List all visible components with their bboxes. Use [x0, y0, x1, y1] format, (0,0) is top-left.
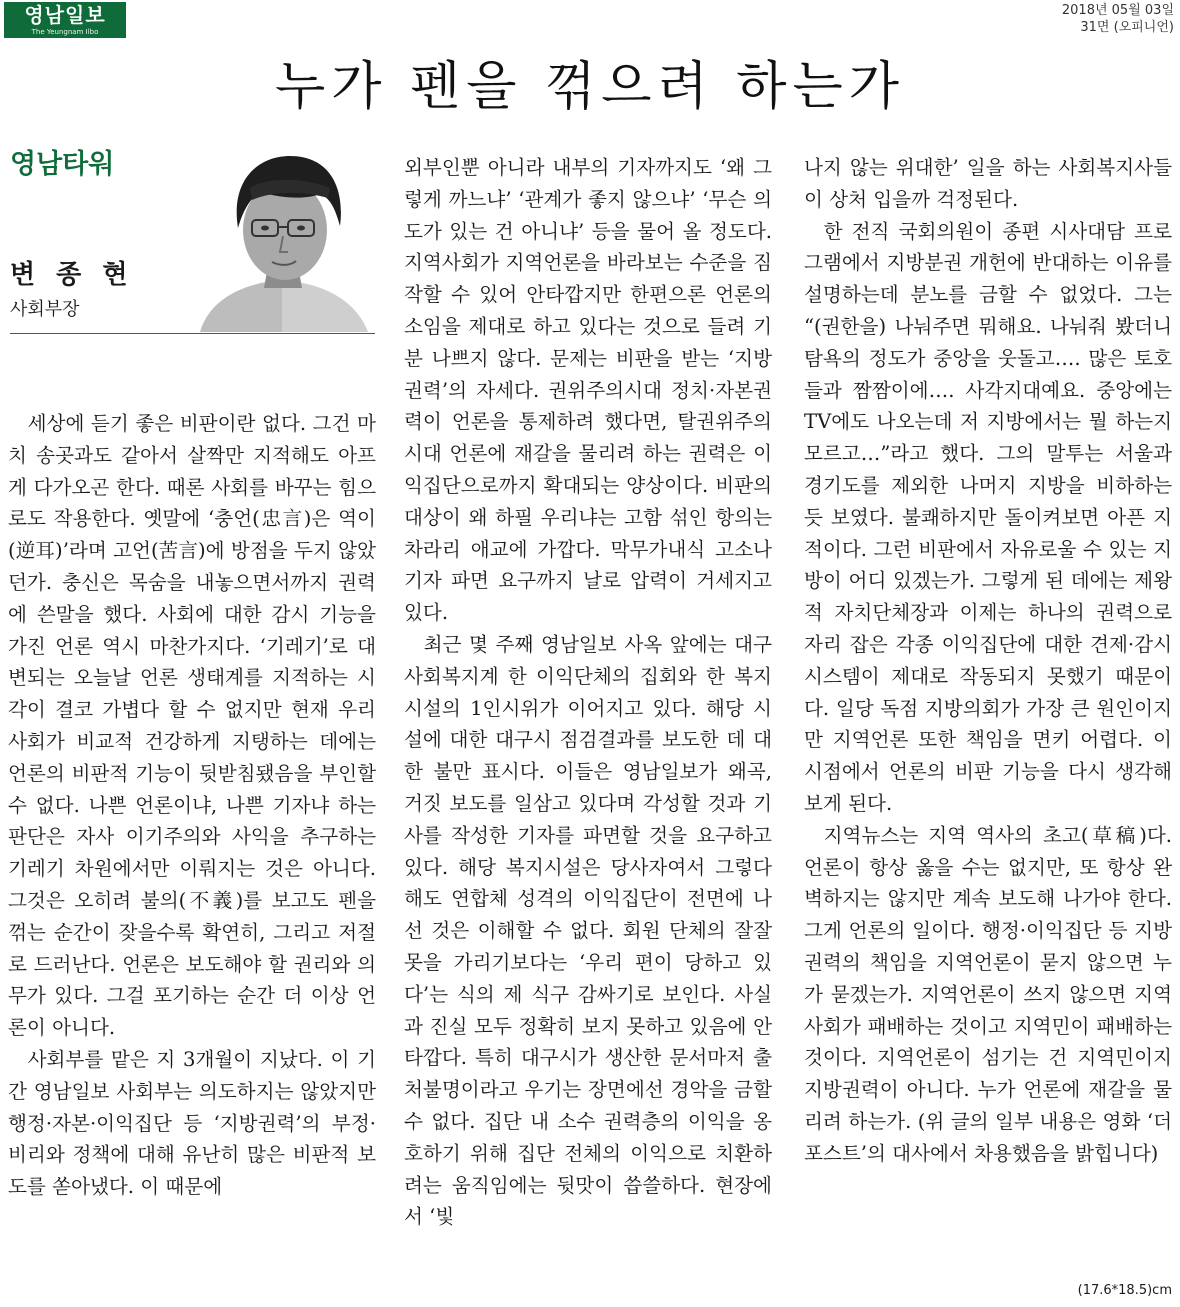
paragraph: 한 전직 국회의원이 종편 시사대담 프로그램에서 지방분권 개헌에 반대하는 이유를 설명하는데 분노를 금할 수 없었다. 그는 “(권한을) 나눠주면 뭐해요. 나눠줘 봤더니 탐욕의 정도가 중앙을 웃돌고…. 많은 토호들과 짬짬이에…. 사각지대예요. 중앙에는 TV에도 나오는데 저 지방에서는 뭘 하는지 모르고…”라고 했다. 그의 말투는 서울과 경기도를 제외한 나머지 지방을 비하하는 듯 보였다. 불쾌하지만 돌이켜보면 아픈 지적이다. 그런 비판에서 자유로울 수 있는 지방이 어디 있겠는가. 그렇게 된 데에는 제왕적 자치단체장과 이제는 하나의 권력으로 자리 잡은 각종 이익집단에 대한 견제·감시시스템이 제대로 작동되지 못했기 때문이다. 일당 독점 지방의회가 가장 큰 원인이지만 지역언론 또한 책임을 면키 어렵다. 이 시점에서 언론의 비판 기능을 다시 생각해 보게 된다. — [804, 219, 1172, 815]
paragraph: 세상에 듣기 좋은 비판이란 없다. 그건 마치 송곳과도 같아서 살짝만 지적해도 아프게 다가오곤 한다. 때론 사회를 바꾸는 힘으로도 작용한다. 옛말에 ‘충언(忠言)은 역이(逆耳)’라며 고언(苦言)에 방점을 두지 않았던가. 충신은 목숨을 내놓으면서까지 권력에 쓴말을 했다. 사회에 대한 감시 기능을 가진 언론 역시 마찬가지다. ‘기레기’로 대변되는 오늘날 언론 생태계를 지적하는 시각이 결코 가볍다 할 수 없지만 현재 우리 사회가 비교적 건강하게 지탱하는 데에는 언론의 비판적 기능이 뒷받침됐음을 부인할 수 없다. 나쁜 언론이냐, 나쁜 기자냐 하는 판단은 자사 이기주의와 사익을 추구하는 기레기 차원에서만 이뤄지는 것은 아니다. 그것은 오히려 불의(不義)를 보고도 펜을 꺾는 순간이 잦을수록 확연히, 그리고 저절로 드러난다. 언론은 보도해야 할 권리와 의무가 있다. 그걸 포기하는 순간 더 이상 언론이 아니다. — [8, 412, 376, 1040]
article-column-2 — [404, 152, 772, 1233]
author-role: 사회부장 — [10, 299, 80, 320]
paragraph: 나지 않는 위대한’ 일을 하는 사회복지사들이 상처 입을까 걱정된다. — [804, 156, 1172, 211]
paragraph: 지역뉴스는 지역 역사의 초고(草稿)다. 언론이 항상 옳을 수는 없지만, 또 항상 완벽하지는 않지만 계속 보도해 나가야 한다. 그게 언론의 일이다. 행정·이익집단 등 지방권력의 책임을 지역언론이 묻지 않으면 누가 묻겠는가. 지역언론이 쓰지 않으면 지역사회가 패배하는 것이고 지역민이 패배하는 것이다. 지역언론이 섬기는 건 지역민이지 지방권력이 아니다. 누가 언론에 재갈을 물리려 하는가. (위 글의 일부 내용은 영화 ‘더 포스트’의 대사에서 차용했음을 밝힙니다) — [804, 823, 1172, 1165]
article-headline: 누가 펜을 꺾으려 하는가 — [275, 57, 905, 117]
author-name: 변 종 현 — [10, 260, 134, 290]
column-section-title: 영남타워 — [10, 149, 115, 180]
page-section: 31면 (오피니언) — [1080, 20, 1174, 35]
paragraph: 사회부를 맡은 지 3개월이 지났다. 이 기간 영남일보 사회부는 의도하지는 않았지만 행정·자본·이익집단 등 ‘지방권력’의 부정·비리와 정책에 대해 유난히 많은 비판적 보도를 쏟아냈다. 이 때문에 — [8, 1047, 376, 1199]
article-column-3 — [804, 152, 1172, 1170]
photo-divider — [10, 333, 375, 334]
newspaper-logo — [4, 2, 126, 38]
paragraph: 최근 몇 주째 영남일보 사옥 앞에는 대구 사회복지계 한 이익단체의 집회와 한 복지시설의 1인시위가 이어지고 있다. 해당 시설에 대한 대구시 점검결과를 보도한 데 대한 불만 표시다. 이들은 영남일보가 왜곡, 거짓 보도를 일삼고 있다며 각성할 것과 기사를 작성한 기자를 파면할 것을 요구하고 있다. 해당 복지시설은 당사자여서 그렇다 해도 연합체 성격의 이익집단이 전면에 나선 것은 이해할 수 없다. 회원 단체의 잘잘못을 가리기보다는 ‘우리 편이 당하고 있다’는 식의 제 식구 감싸기로 보인다. 사실과 진실 모두 정확히 보지 못하고 있음에 안타깝다. 특히 대구시가 생산한 문서마저 출처불명이라고 우기는 장면에선 경악을 금할 수 없다. 집단 내 소수 권력층의 이익을 옹호하기 위해 집단 전체의 이익으로 치환하려는 움직임에는 뒷맛이 씁쓸하다. 현장에서 ‘빛 — [404, 632, 772, 1229]
publication-date: 2018년 05월 03일 — [1061, 3, 1174, 18]
logo-text: 영남일보 — [24, 3, 106, 27]
paragraph: 외부인뿐 아니라 내부의 기자까지도 ‘왜 그렇게 까느냐’ ‘관계가 좋지 않으냐’ ‘무슨 의도가 있는 건 아니냐’ 등을 물어 올 정도다. 지역사회가 지역언론을 바라보는 수준을 짐작할 수 있어 안타깝지만 한편으론 언론의 소임을 제대로 하고 있다는 것으로 들려 기분 나쁘지 않다. 문제는 비판을 받는 ‘지방권력’의 자세다. 권위주의시대 정치·자본권력이 언론을 통제하려 했다면, 탈권위주의시대 언론에 재갈을 물리려 하는 권력은 이익집단으로까지 확대되는 양상이다. 비판의 대상이 왜 하필 우리냐는 고함 섞인 항의는 차라리 애교에 가깝다. 막무가내식 고소나 기자 파면 요구까지 날로 압력이 거세지고 있다. — [404, 156, 772, 625]
article-size-note: (17.6*18.5)cm — [1077, 1283, 1172, 1298]
publication-meta — [1062, 2, 1174, 36]
article-column-1 — [8, 408, 376, 1203]
author-portrait-photo — [190, 148, 375, 332]
logo-subtext: The Yeungnam Ilbo — [31, 28, 99, 36]
